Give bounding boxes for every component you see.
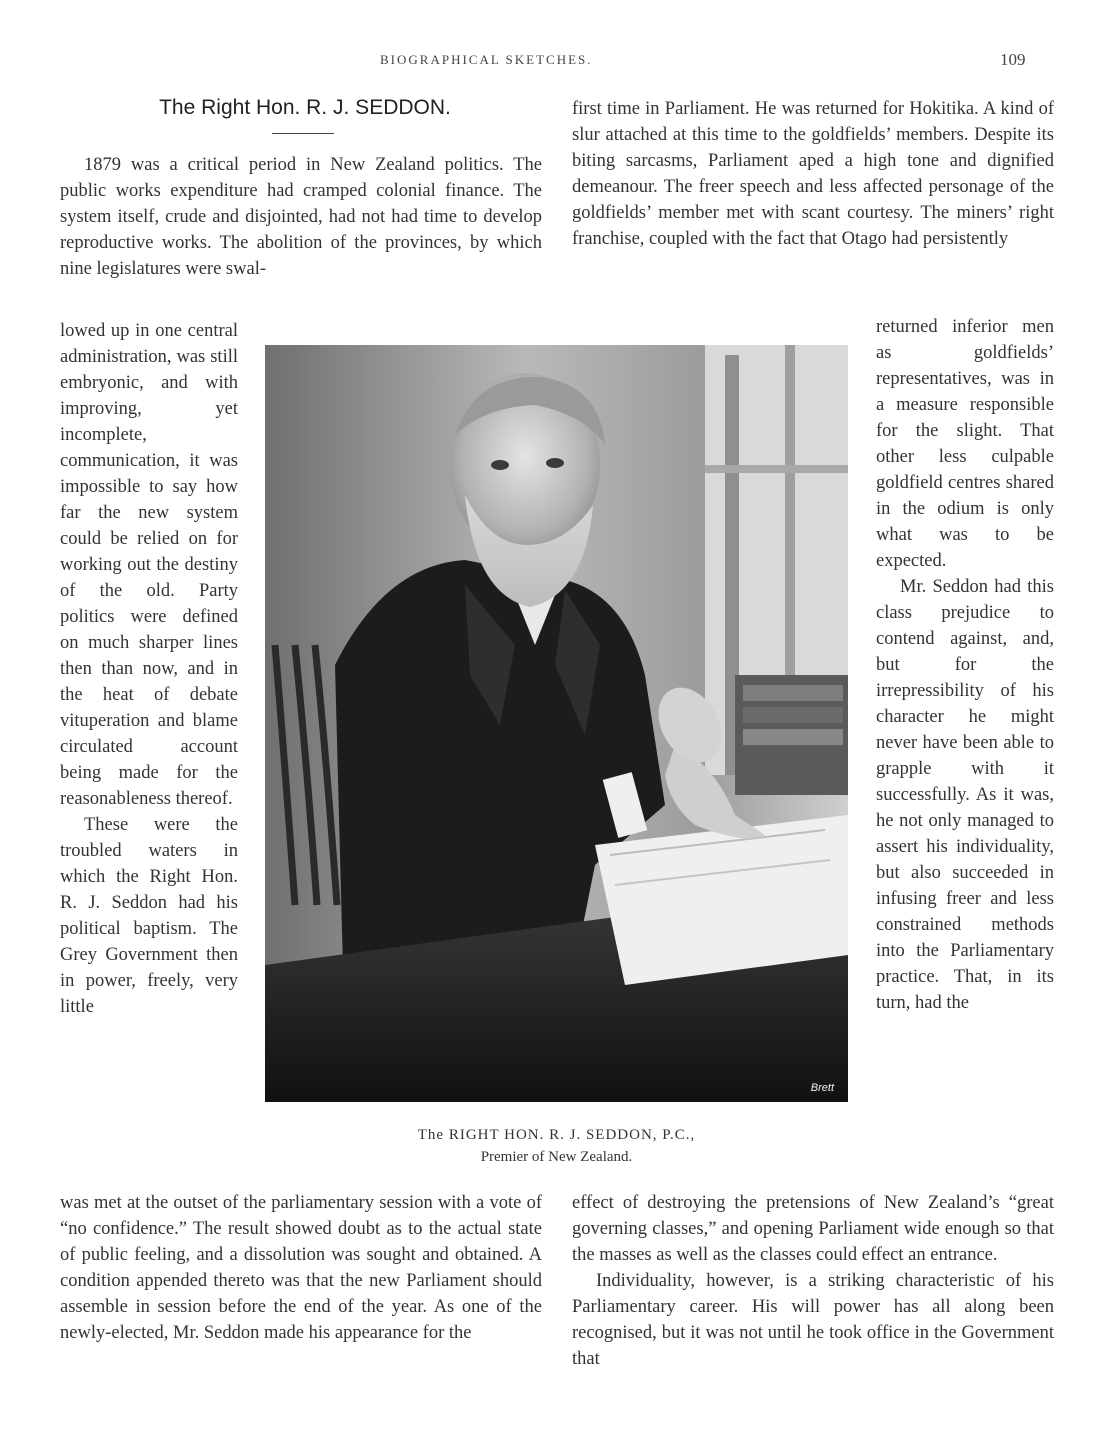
right-column-narrow [876, 314, 1054, 1016]
title-rule [272, 133, 334, 134]
running-head: BIOGRAPHICAL SKETCHES. [380, 52, 593, 67]
photo-credit: Brett [810, 1082, 834, 1094]
paragraph: lowed up in one central administration, was still embryonic, and with improving, yet incomplete, communication, it was impossible to say how far the new system could be relied on for working out the destiny of the old. Party politics were defined on much sharper lines then than now, and in the heat of debate vituperation and blame circulated account being made for the reasonableness thereof. [60, 321, 238, 809]
right-column-bottom [572, 1190, 1054, 1372]
portrait-illustration [265, 345, 848, 1102]
paragraph: returned inferior men as goldfields’ representatives, was in a measure responsible for the slight. That other less culpable goldfield centres shared in the odium is only what was to be expected. [876, 317, 1054, 571]
photo-caption [265, 1124, 848, 1168]
paragraph: was met at the outset of the parliamentary session with a vote of “no confidence.” The result showed doubt as to the actual state of public feeling, and a dissolution was sought and obtained. A condition appended thereto was that the new Parliament should assemble in session before the end of the year. As one of the newly-elected, Mr. Seddon made his appearance for the [60, 1193, 542, 1343]
paragraph: 1879 was a critical period in New Zealand politics. The public works expenditure had cramped colonial finance. The system itself, crude and disjointed, had not had time to develop reproductive works. The abolition of the provinces, by which nine legislatures were swal- [60, 155, 542, 279]
paragraph: first time in Parliament. He was returned for Hokitika. A kind of slur attached at this time to the goldfields’ members. Despite its biting sarcasms, Parliament aped a high tone and dignified demeanour. The freer speech and less affected personage of the goldfields’ member met with scant courtesy. The miners’ right franchise, coupled with the fact that Otago had persistently [572, 99, 1054, 249]
left-column-bottom [60, 1190, 542, 1346]
portrait-photo [265, 345, 848, 1102]
caption-line-2: Premier of New Zealand. [480, 1149, 633, 1165]
left-column-top [60, 152, 542, 282]
article-title: The Right Hon. R. J. SEDDON. [159, 96, 451, 119]
caption-line-1: The RIGHT HON. R. J. SEDDON, P.C., [417, 1127, 696, 1143]
paragraph: Individuality, however, is a striking characteristic of his Parliamentary career. His will power has all along been recognised, but it was not until he took office in the Government that [572, 1271, 1054, 1369]
paragraph: Mr. Seddon had this class prejudice to contend against, and, but for the irrepressibility of his character he might never have been able to grapple with it successfully. As it was, he not only managed to assert his individuality, but also succeeded in infusing freer and less constrained methods into the Parliamentary practice. That, in its turn, had the [876, 577, 1054, 1013]
right-column-top [572, 96, 1054, 252]
page-number: 109 [1000, 50, 1026, 69]
paragraph: effect of destroying the pretensions of New Zealand’s “great governing classes,” and opening Parliament wide enough so that the masses as well as the classes could effect an entrance. [572, 1193, 1054, 1265]
left-column-narrow [60, 318, 238, 1020]
paragraph: These were the troubled waters in which the Right Hon. R. J. Seddon had his political baptism. The Grey Government then in power, freely, very little [60, 815, 238, 1017]
